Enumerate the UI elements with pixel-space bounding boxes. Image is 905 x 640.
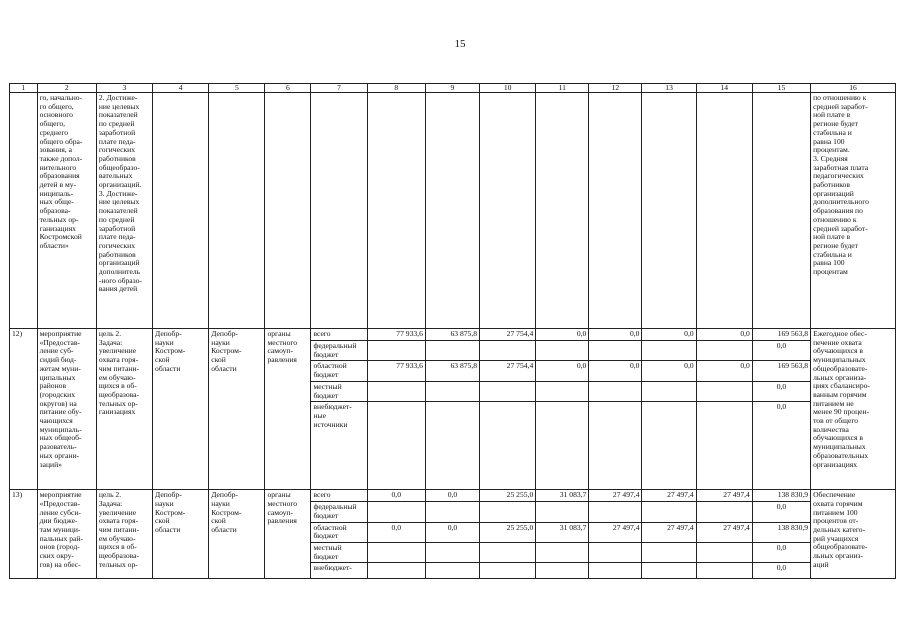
header-cell: 12: [589, 84, 642, 93]
value-cell: 27 497,4: [589, 522, 642, 542]
table-cell: [311, 93, 367, 329]
goal-cell: 2. Достиже- ние целевых показателей по средней заработной плате педа- гогических работников общеобразо- вательных организаций. 3. Достиже- ние целевых показателей по средней заработной плате педа- гогических работников организаций дополнитель -ного образо- вания детей: [96, 93, 152, 329]
value-cell: [425, 543, 479, 563]
value-cell: [425, 563, 479, 579]
goal-cell: цель 2. Задача: увеличение охвата горя- чим питани- ем обучаю- щихся в об- щеобразова- тельных ор-: [96, 490, 152, 579]
total-cell: 138 830,9: [752, 490, 810, 502]
table-cell: [642, 93, 696, 329]
header-cell: 16: [811, 84, 896, 93]
table-cell: [589, 93, 642, 329]
total-cell: 138 830,9: [752, 522, 810, 542]
header-cell: 13: [642, 84, 696, 93]
total-cell: 169 563,8: [752, 361, 810, 381]
value-cell: [642, 381, 696, 401]
value-cell: 0,0: [696, 361, 752, 381]
value-cell: 0,0: [367, 490, 425, 502]
value-cell: 27 497,4: [642, 522, 696, 542]
value-cell: [642, 402, 696, 490]
value-cell: [589, 543, 642, 563]
value-cell: 0,0: [642, 361, 696, 381]
value-cell: [536, 543, 589, 563]
header-cell: 3: [96, 84, 152, 93]
value-cell: 27 497,4: [589, 490, 642, 502]
value-cell: 27 754,4: [480, 361, 536, 381]
header-cell: 8: [367, 84, 425, 93]
value-cell: [536, 341, 589, 361]
value-cell: [642, 341, 696, 361]
total-cell: 0,0: [752, 502, 810, 522]
value-cell: [425, 381, 479, 401]
result-cell: Ежегодное обес- печение охвата обучающихся в муниципальных общеобразовате- льных организа- циях сбалансиро- ванным горячим питанием не менее 90 процен- тов от общего количества обучающихся в муниципальных образовательных организациях: [811, 329, 896, 490]
value-cell: [425, 402, 479, 490]
value-cell: [642, 543, 696, 563]
value-cell: [480, 502, 536, 522]
value-cell: 27 497,4: [696, 522, 752, 542]
value-cell: [536, 381, 589, 401]
value-cell: 0,0: [367, 522, 425, 542]
value-cell: [696, 381, 752, 401]
value-cell: [425, 341, 479, 361]
value-cell: 31 083,7: [536, 490, 589, 502]
value-cell: 0,0: [696, 329, 752, 341]
goal-cell: цель 2. Задача: увеличение охвата горя- чим питани- ем обучаю- щихся в об- щеобразова- тельных ор- ганизациях: [96, 329, 152, 490]
value-cell: [480, 381, 536, 401]
value-cell: [696, 341, 752, 361]
value-cell: 0,0: [536, 361, 589, 381]
table-cell: [425, 93, 479, 329]
source-label: федеральный бюджет: [311, 502, 367, 522]
value-cell: [696, 502, 752, 522]
row-number: 13): [10, 490, 38, 579]
value-cell: [480, 402, 536, 490]
executor-cell: Депобр- науки Костром- ской области: [153, 490, 209, 579]
value-cell: [425, 502, 479, 522]
total-cell: 0,0: [752, 381, 810, 401]
table-cell: [752, 93, 810, 329]
value-cell: 27 754,4: [480, 329, 536, 341]
value-cell: [536, 502, 589, 522]
header-cell: 5: [209, 84, 265, 93]
participant-cell: органы местного самоуп- равления: [265, 329, 311, 490]
header-cell: 7: [311, 84, 367, 93]
value-cell: 63 875,8: [425, 361, 479, 381]
value-cell: 0,0: [589, 329, 642, 341]
header-cell: 6: [265, 84, 311, 93]
total-cell: 169 563,8: [752, 329, 810, 341]
table-cell: [209, 93, 265, 329]
value-cell: 77 933,6: [367, 361, 425, 381]
value-cell: [589, 381, 642, 401]
source-label: федеральный бюджет: [311, 341, 367, 361]
value-cell: 25 255,0: [480, 522, 536, 542]
coexecutor-cell: Депобр- науки Костром- ской области: [209, 329, 265, 490]
value-cell: [367, 402, 425, 490]
value-cell: [480, 341, 536, 361]
value-cell: [696, 543, 752, 563]
value-cell: [367, 381, 425, 401]
value-cell: [367, 502, 425, 522]
value-cell: [696, 563, 752, 579]
value-cell: 0,0: [589, 361, 642, 381]
measure-name-cell: го, начально- го общего, основного общего, среднего общего обра- зования, а также допол- нительного образования детей в му- ниципаль- ных обще- образова- тельных ор- ганизациях Костромской области»: [37, 93, 96, 329]
value-cell: [367, 563, 425, 579]
total-cell: 0,0: [752, 341, 810, 361]
table-cell: [536, 93, 589, 329]
value-cell: [589, 502, 642, 522]
source-label: местный бюджет: [311, 381, 367, 401]
row-number: 12): [10, 329, 38, 490]
value-cell: 77 933,6: [367, 329, 425, 341]
table-row: [10, 490, 896, 502]
table-cell: [153, 93, 209, 329]
value-cell: 63 875,8: [425, 329, 479, 341]
header-cell: 14: [696, 84, 752, 93]
value-cell: [367, 543, 425, 563]
page-number: 15: [454, 38, 466, 50]
header-cell: 15: [752, 84, 810, 93]
result-cell: Обеспечение охвата горячим питанием 100 процентов от- дельных катего- рий учащихся общеобразовате- льных организ- аций: [811, 490, 896, 579]
result-cell: по отношению к средней заработ- ной плате в регионе будет стабильна и равна 100 процентам. 3. Средняя заработная плата педагогических работников организаций дополнительного образования по отношению к средней заработ- ной плате в регионе будет стабильна и равна 100 процентам: [811, 93, 896, 329]
measure-name-cell: мероприятие «Предостав- ление субси- дии бюдже- там муници- пальных рай- онов (город- ских окру- гов) на обес-: [37, 490, 96, 579]
value-cell: 0,0: [425, 490, 479, 502]
total-cell: 0,0: [752, 543, 810, 563]
header-cell: 9: [425, 84, 479, 93]
table-cell: [367, 93, 425, 329]
value-cell: [589, 341, 642, 361]
total-cell: 0,0: [752, 402, 810, 490]
header-cell: 11: [536, 84, 589, 93]
value-cell: [589, 402, 642, 490]
value-cell: 0,0: [425, 522, 479, 542]
value-cell: [367, 341, 425, 361]
value-cell: 0,0: [536, 329, 589, 341]
executor-cell: Депобр- науки Костром- ской области: [153, 329, 209, 490]
header-cell: 2: [37, 84, 96, 93]
source-label: всего: [311, 490, 367, 502]
value-cell: 0,0: [642, 329, 696, 341]
value-cell: 31 083,7: [536, 522, 589, 542]
value-cell: [480, 563, 536, 579]
value-cell: [536, 402, 589, 490]
value-cell: [536, 563, 589, 579]
header-cell: 4: [153, 84, 209, 93]
header-cell: 10: [480, 84, 536, 93]
source-label: всего: [311, 329, 367, 341]
table-row: [10, 329, 896, 341]
source-label: внебюджет- ные источники: [311, 402, 367, 490]
source-label: внебюджет-: [311, 563, 367, 579]
header-row: [10, 84, 896, 93]
value-cell: [589, 563, 642, 579]
source-label: местный бюджет: [311, 543, 367, 563]
coexecutor-cell: Депобр- науки Костром- ской области: [209, 490, 265, 579]
value-cell: 27 497,4: [696, 490, 752, 502]
value-cell: 27 497,4: [642, 490, 696, 502]
continuation-row: [10, 93, 896, 329]
participant-cell: органы местного самоуп- равления: [265, 490, 311, 579]
total-cell: 0,0: [752, 563, 810, 579]
measure-name-cell: мероприятие «Предостав- ление суб- сидий бюд- жетам муни- ципальных районов (городских округов) на питание обу- чающихся муниципаль- ных общеоб- разователь- ных органи- заций»: [37, 329, 96, 490]
value-cell: [642, 502, 696, 522]
table-cell: [265, 93, 311, 329]
value-cell: [642, 563, 696, 579]
table-cell: [10, 93, 38, 329]
source-label: областной бюджет: [311, 361, 367, 381]
value-cell: [480, 543, 536, 563]
header-cell: 1: [10, 84, 38, 93]
table-cell: [480, 93, 536, 329]
table-cell: [696, 93, 752, 329]
value-cell: 25 255,0: [480, 490, 536, 502]
source-label: областной бюджет: [311, 522, 367, 542]
value-cell: [696, 402, 752, 490]
budget-table: [9, 83, 896, 579]
